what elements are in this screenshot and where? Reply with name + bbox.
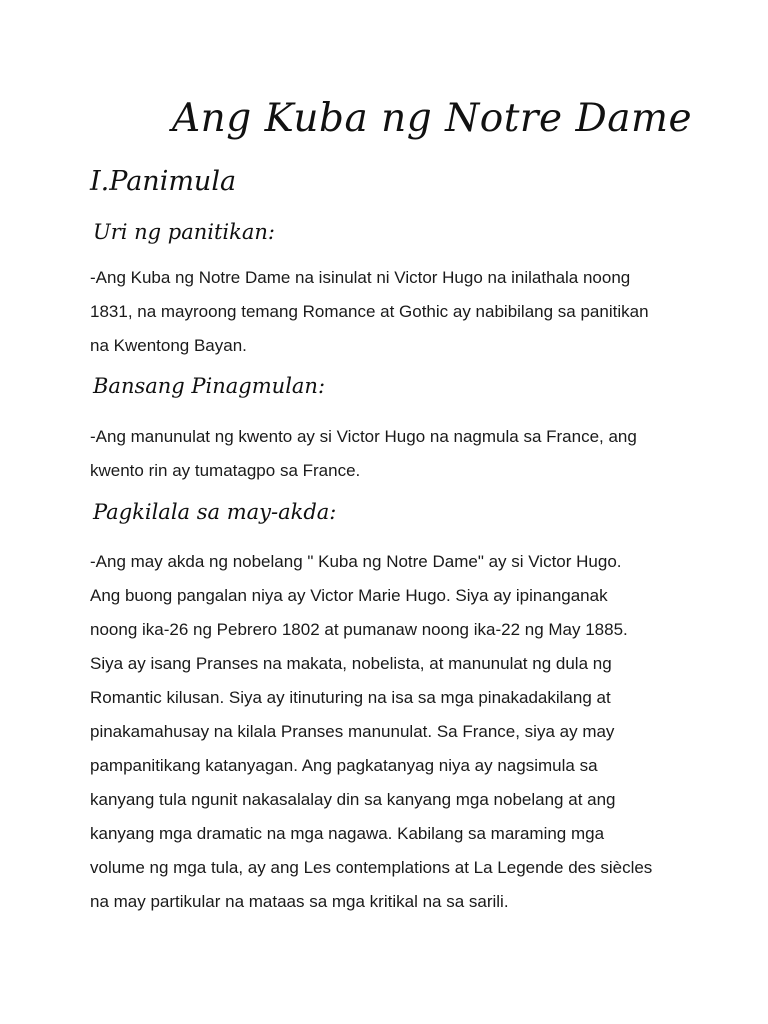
- paragraph-line: na may partikular na mataas sa mga kritikal na sa sarili.: [90, 892, 509, 911]
- paragraph-line: 1831, na mayroong temang Romance at Gothic ay nabibilang sa panitikan: [90, 302, 649, 321]
- paragraph-line: kanyang mga dramatic na mga nagawa. Kabilang sa maraming mga: [90, 824, 605, 843]
- paragraph-line: na Kwentong Bayan.: [90, 336, 247, 355]
- paragraph-bansa: [90, 420, 690, 488]
- paragraph-line: -Ang Kuba ng Notre Dame na isinulat ni Victor Hugo na inilathala noong: [90, 268, 631, 287]
- paragraph-line: kanyang tula ngunit nakasalalay din sa kanyang mga nobelang at ang: [90, 790, 616, 809]
- paragraph-line: -Ang manunulat ng kwento ay si Victor Hugo na nagmula sa France, ang: [90, 427, 637, 446]
- section-heading: I.Panimula: [90, 166, 237, 197]
- subsection-heading-uri: Uri ng panitikan:: [93, 220, 275, 244]
- paragraph-line: volume ng mga tula, ay ang Les contemplations at La Legende des siècles: [90, 858, 653, 877]
- subsection-heading-may-akda: Pagkilala sa may-akda:: [93, 500, 337, 524]
- paragraph-line: noong ika-26 ng Pebrero 1802 at pumanaw noong ika-22 ng May 1885.: [90, 620, 628, 639]
- paragraph-line: Siya ay isang Pranses na makata, nobelista, at manunulat ng dula ng: [90, 654, 612, 673]
- paragraph-uri: [90, 261, 690, 363]
- paragraph-line: Ang buong pangalan niya ay Victor Marie Hugo. Siya ay ipinanganak: [90, 586, 608, 605]
- paragraph-line: pampanitikang katanyagan. Ang pagkatanyag niya ay nagsimula sa: [90, 756, 598, 775]
- paragraph-line: -Ang may akda ng nobelang " Kuba ng Notre Dame" ay si Victor Hugo.: [90, 552, 622, 571]
- document-title: Ang Kuba ng Notre Dame: [172, 96, 693, 141]
- paragraph-line: pinakamahusay na kilala Pranses manunulat. Sa France, siya ay may: [90, 722, 615, 741]
- subsection-heading-bansa: Bansang Pinagmulan:: [93, 374, 326, 398]
- paragraph-may-akda: [90, 545, 690, 919]
- paragraph-line: kwento rin ay tumatagpo sa France.: [90, 461, 361, 480]
- paragraph-line: Romantic kilusan. Siya ay itinuturing na isa sa mga pinakadakilang at: [90, 688, 611, 707]
